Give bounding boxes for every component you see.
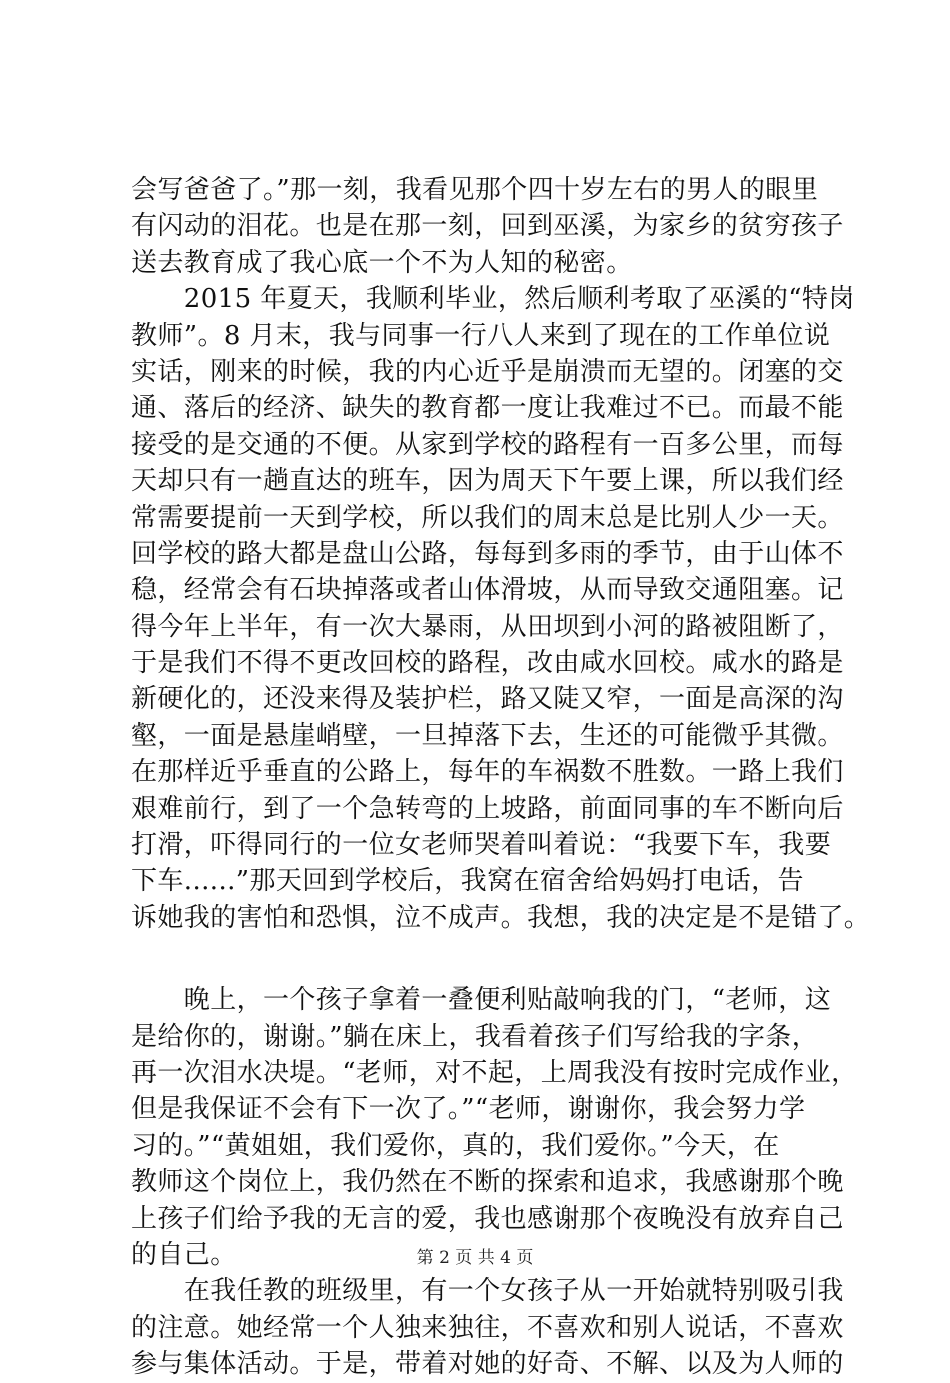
text-line: 再一次泪水决堤。“老师，对不起，上周我没有按时完成作业， — [131, 1057, 858, 1088]
text-line: 通、落后的经济、缺失的教育都一度让我难过不已。而最不能 — [131, 393, 844, 424]
text-line: 2015 年夏天，我顺利毕业，然后顺利考取了巫溪的“特岗 — [131, 284, 855, 315]
text-line: 是给你的，谢谢。”躺在床上，我看着孩子们写给我的字条， — [131, 1021, 819, 1052]
text-line: 实话，刚来的时候，我的内心近乎是崩溃而无望的。闭塞的交 — [131, 356, 844, 387]
text-line: 得今年上半年，有一次大暴雨，从田坝到小河的路被阻断了， — [131, 611, 844, 642]
paragraph-4 — [131, 1273, 844, 1382]
text-line: 天却只有一趟直达的班车，因为周天下午要上课，所以我们经 — [131, 466, 844, 497]
text-line: 稳，经常会有石块掉落或者山体滑坡，从而导致交通阻塞。记 — [131, 575, 844, 606]
text-line: 的自己。 — [131, 1239, 237, 1270]
text-line: 壑，一面是悬崖峭壁，一旦掉落下去，生还的可能微乎其微。 — [131, 720, 844, 751]
text-line: 回学校的路大都是盘山公路，每每到多雨的季节，由于山体不 — [131, 538, 844, 569]
text-line: 诉她我的害怕和恐惧，泣不成声。我想，我的决定是不是错了。 — [131, 902, 871, 933]
text-line: 参与集体活动。于是，带着对她的好奇、不解、以及为人师的 — [131, 1349, 844, 1380]
text-line: 会写爸爸了。”那一刻，我看见那个四十岁左右的男人的眼里 — [131, 175, 819, 205]
text-line: 有闪动的泪花。也是在那一刻，回到巫溪，为家乡的贫穷孩子 — [131, 211, 844, 242]
text-line: 教师”。8 月末，我与同事一行八人来到了现在的工作单位说 — [131, 320, 831, 351]
text-line: 晚上，一个孩子拿着一叠便利贴敲响我的门，“老师，这 — [131, 985, 832, 1016]
paragraph-gap — [131, 936, 841, 982]
body-text — [131, 172, 871, 1383]
text-line: 的注意。她经常一个人独来独往，不喜欢和别人说话，不喜欢 — [131, 1312, 844, 1343]
paragraph-2 — [131, 281, 871, 936]
text-line: 常需要提前一天到学校，所以我们的周末总是比别人少一天。 — [131, 502, 844, 533]
paragraph-3 — [131, 982, 858, 1273]
text-line: 在那样近乎垂直的公路上，每年的车祸数不胜数。一路上我们 — [131, 757, 844, 788]
text-line: 新硬化的，还没来得及装护栏，路又陡又窄，一面是高深的沟 — [131, 684, 844, 715]
text-line: 艰难前行，到了一个急转弯的上坡路，前面同事的车不断向后 — [131, 793, 844, 824]
text-line: 习的。”“黄姐姐，我们爱你，真的，我们爱你。”今天，在 — [131, 1130, 780, 1161]
text-line: 教师这个岗位上，我仍然在不断的探索和追求，我感谢那个晚 — [131, 1167, 844, 1198]
text-line: 打滑，吓得同行的一位女老师哭着叫着说：“我要下车，我要 — [131, 830, 832, 861]
text-line: 但是我保证不会有下一次了。”“老师，谢谢你，我会努力学 — [131, 1094, 806, 1125]
page-number-footer: 第 2 页 共 4 页 — [416, 1248, 534, 1268]
text-line: 上孩子们给予我的无言的爱，我也感谢那个夜晚没有放弃自己 — [131, 1203, 844, 1234]
text-line: 于是我们不得不更改回校的路程，改由咸水回校。咸水的路是 — [131, 648, 844, 679]
paragraph-1 — [131, 172, 844, 281]
text-line: 送去教育成了我心底一个不为人知的秘密。 — [131, 247, 633, 278]
text-line: 下车......”那天回到学校后，我窝在宿舍给妈妈打电话，告 — [131, 866, 804, 897]
text-line: 接受的是交通的不便。从家到学校的路程有一百多公里，而每 — [131, 429, 844, 460]
text-line: 在我任教的班级里，有一个女孩子从一开始就特别吸引我 — [131, 1276, 844, 1307]
